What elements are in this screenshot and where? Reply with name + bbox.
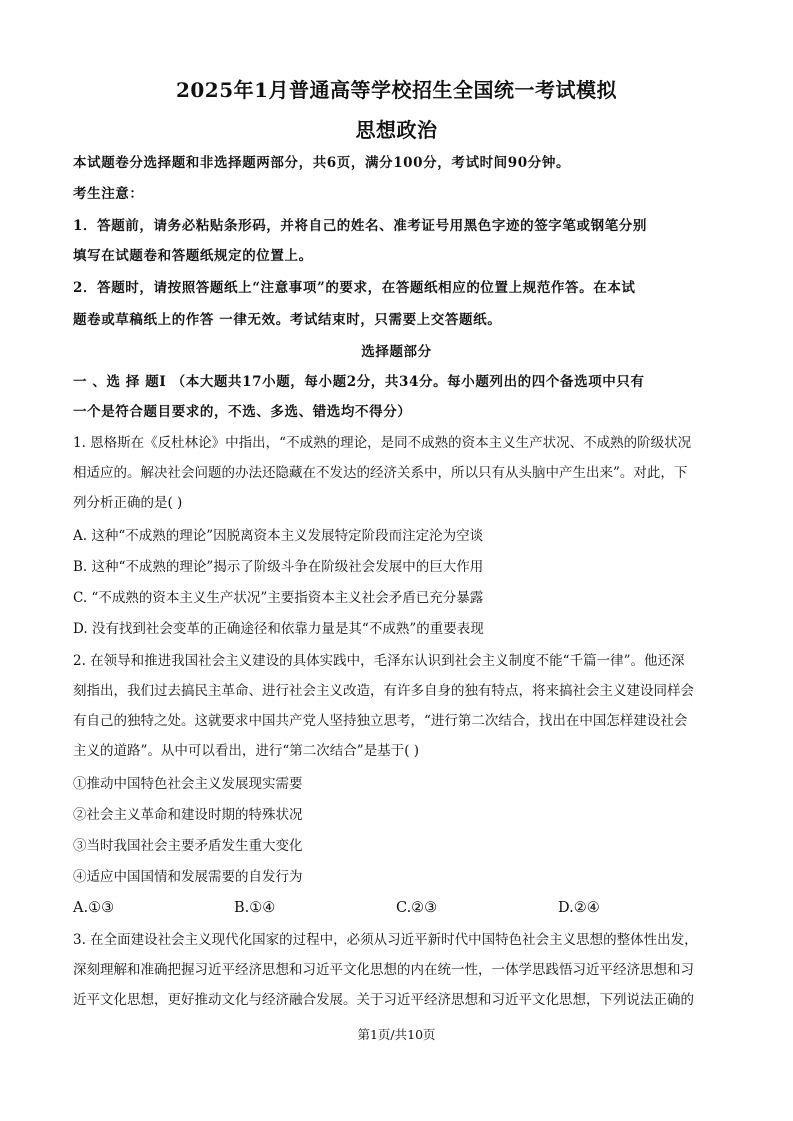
question-2-stem: 2. 在领导和推进我国社会主义建设的具体实践中，毛泽东认识到社会主义制度不能“千篇一律”。他还深 xyxy=(73,653,685,669)
question-1-option-a: A. 这种“不成熟的理论”因脱离资本主义发展特定阶段而注定沦为空谈 xyxy=(73,528,484,544)
notice-item-2: 2．答题时，请按照答题纸上“注意事项”的要求，在答题纸相应的位置上规范作答。在本试 xyxy=(73,280,636,296)
question-2-statement-1: ①推动中国特色社会主义发展现实需要 xyxy=(73,776,303,792)
question-3-stem-cont-1: 深刻理解和准确把握习近平经济思想和习近平文化思想的内在统一性，一体学思践悟习近平经济思想和习 xyxy=(73,962,694,978)
notice-item-1: 1．答题前，请务必粘贴条形码，并将自己的姓名、准考证号用黑色字迹的签字笔或钢笔分别 xyxy=(73,218,647,234)
part-one-heading: 一 、选 择 题Ⅰ （本大题共17小题，每小题2分，共34分。每小题列出的四个备选项中只有 xyxy=(73,374,645,390)
question-3-stem-cont-2: 近平文化思想，更好推动文化与经济融合发展。关于习近平经济思想和习近平文化思想，下列说法正确的 xyxy=(73,992,694,1008)
page-number: 第1页/共10页 xyxy=(357,1027,436,1042)
question-2-choice-c: C.②③ xyxy=(396,900,438,916)
question-1-stem-end: 列分析正确的是( ) xyxy=(73,495,183,511)
question-2-choice-d: D.②④ xyxy=(558,900,600,916)
question-2-statement-2: ②社会主义革命和建设时期的特殊状况 xyxy=(73,807,303,823)
exam-title: 2025年1月普通高等学校招生全国统一考试模拟 xyxy=(175,78,618,102)
question-1-stem-cont: 相适应的。解决社会问题的办法还隐藏在不发达的经济关系中，所以只有从头脑中产生出来”。对此，下 xyxy=(73,465,688,481)
question-2-choice-b: B.①④ xyxy=(234,900,276,916)
section-heading: 选择题部分 xyxy=(361,344,432,360)
part-one-heading-cont: 一个是符合题目要求的，不选、多选、错选均不得分） xyxy=(73,404,412,420)
exam-intro: 本试题卷分选择题和非选择题两部分，共6页，满分100分，考试时间90分钟。 xyxy=(73,155,571,171)
question-2-stem-cont-2: 有自己的独特之处。这就要求中国共产党人坚持独立思考，“进行第二次结合，找出在中国怎样建设社会 xyxy=(73,713,688,729)
notice-item-2-cont: 题卷或草稿纸上的作答 一律无效。考试结束时，只需要上交答题纸。 xyxy=(73,312,502,328)
question-1-stem: 1. 恩格斯在《反杜林论》中指出，“不成熟的理论，是同不成熟的资本主义生产状况、不成熟的阶级状况 xyxy=(73,435,692,451)
question-3-stem: 3. 在全面建设社会主义现代化国家的过程中，必须从习近平新时代中国特色社会主义思想的整体性出发， xyxy=(73,932,698,948)
question-2-stem-end: 主义的道路”。从中可以看出，进行“第二次结合”是基于( ) xyxy=(73,743,420,759)
question-1-option-c: C. “不成熟的资本主义生产状况”主要指资本主义社会矛盾已充分暴露 xyxy=(73,590,484,606)
question-2-stem-cont-1: 刻指出，我们过去搞民主革命、进行社会主义改造，有许多自身的独有特点，将来搞社会主义建设同样会 xyxy=(73,683,694,699)
notice-heading: 考生注意： xyxy=(73,186,144,202)
question-1-option-d: D. 没有找到社会变革的正确途径和依靠力量是其“不成熟”的重要表现 xyxy=(73,621,484,637)
question-1-option-b: B. 这种“不成熟的理论”揭示了阶级斗争在阶级社会发展中的巨大作用 xyxy=(73,559,484,575)
notice-item-1-cont: 填写在试题卷和答题纸规定的位置上。 xyxy=(73,248,313,264)
question-2-choice-a: A.①③ xyxy=(73,900,115,916)
subject-title: 思想政治 xyxy=(355,118,438,142)
question-2-statement-3: ③当时我国社会主要矛盾发生重大变化 xyxy=(73,838,303,854)
question-2-statement-4: ④适应中国国情和发展需要的自发行为 xyxy=(73,869,303,885)
